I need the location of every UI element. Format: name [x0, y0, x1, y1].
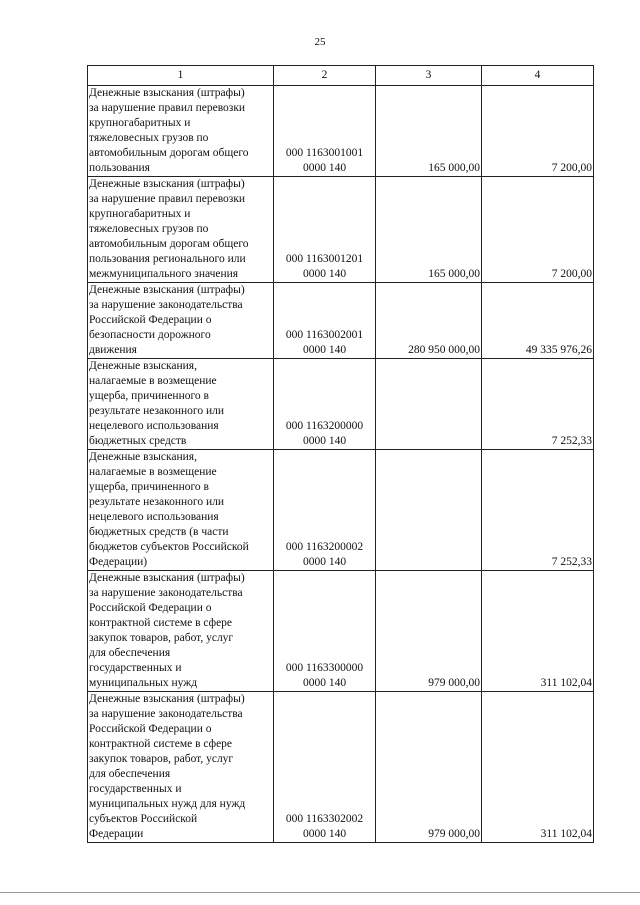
row-description: Денежные взыскания, налагаемые в возмещение ущерба, причиненного в результате незаконного или нецелевого использования бюджетных средств (в части бюджетов субъектов Российской Федерации)	[88, 450, 274, 571]
row-code: 000 1163300000 0000 140	[274, 571, 376, 692]
row-description: Денежные взыскания (штрафы) за нарушение законодательства Российской Федерации о безопасности дорожного движения	[88, 283, 274, 359]
row-code: 000 1163200002 0000 140	[274, 450, 376, 571]
row-actual-amount: 7 200,00	[482, 177, 594, 283]
row-actual-amount: 7 252,33	[482, 450, 594, 571]
row-code: 000 1163001201 0000 140	[274, 177, 376, 283]
row-description: Денежные взыскания (штрафы) за нарушение правил перевозки крупногабаритных и тяжеловесных грузов по автомобильным дорогам общего пользования	[88, 86, 274, 177]
row-plan-amount	[376, 450, 482, 571]
table-header-row	[88, 66, 594, 86]
table-row	[88, 359, 594, 450]
row-plan-amount	[376, 359, 482, 450]
column-header-2: 2	[274, 66, 376, 86]
row-plan-amount: 165 000,00	[376, 177, 482, 283]
row-description: Денежные взыскания (штрафы) за нарушение правил перевозки крупногабаритных и тяжеловесных грузов по автомобильным дорогам общего пользования регионального или межмуниципального значения	[88, 177, 274, 283]
page-number: 25	[314, 36, 326, 48]
scan-edge-line	[0, 892, 640, 893]
row-plan-amount: 979 000,00	[376, 692, 482, 843]
row-description: Денежные взыскания (штрафы) за нарушение законодательства Российской Федерации о контрактной системе в сфере закупок товаров, работ, услуг для обеспечения государственных и муниципальных нужд	[88, 571, 274, 692]
row-code: 000 1163001001 0000 140	[274, 86, 376, 177]
table-row	[88, 692, 594, 843]
row-code: 000 1163200000 0000 140	[274, 359, 376, 450]
row-actual-amount: 7 252,33	[482, 359, 594, 450]
table-row	[88, 283, 594, 359]
table-row	[88, 450, 594, 571]
row-plan-amount: 280 950 000,00	[376, 283, 482, 359]
column-header-1: 1	[88, 66, 274, 86]
table-row	[88, 86, 594, 177]
revenue-table	[87, 65, 594, 843]
row-plan-amount: 979 000,00	[376, 571, 482, 692]
table-row	[88, 177, 594, 283]
row-description: Денежные взыскания (штрафы) за нарушение законодательства Российской Федерации о контрактной системе в сфере закупок товаров, работ, услуг для обеспечения государственных и муниципальных нужд для нужд субъектов Российской Федерации	[88, 692, 274, 843]
row-actual-amount: 311 102,04	[482, 692, 594, 843]
row-description: Денежные взыскания, налагаемые в возмещение ущерба, причиненного в результате незаконного или нецелевого использования бюджетных средств	[88, 359, 274, 450]
row-actual-amount: 49 335 976,26	[482, 283, 594, 359]
row-actual-amount: 7 200,00	[482, 86, 594, 177]
row-code: 000 1163302002 0000 140	[274, 692, 376, 843]
table-row	[88, 571, 594, 692]
row-plan-amount: 165 000,00	[376, 86, 482, 177]
row-code: 000 1163002001 0000 140	[274, 283, 376, 359]
column-header-3: 3	[376, 66, 482, 86]
row-actual-amount: 311 102,04	[482, 571, 594, 692]
column-header-4: 4	[482, 66, 594, 86]
